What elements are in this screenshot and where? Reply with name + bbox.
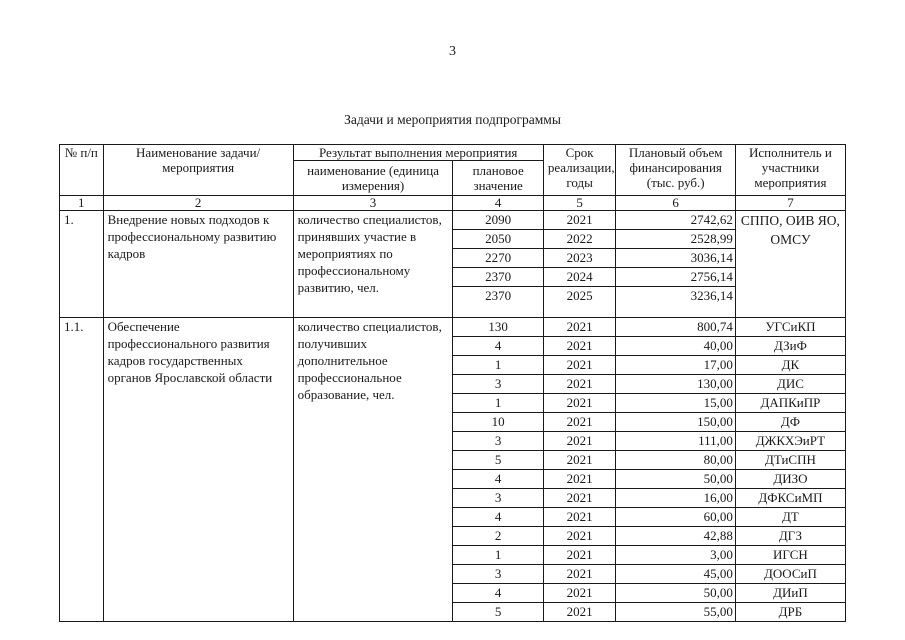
row-executor: ДАПКиПР [735,394,845,413]
year-value: 2021 [543,413,616,432]
plan-value: 2370 [453,287,543,318]
task-number: 1.1. [60,318,104,622]
plan-value: 5 [453,603,543,622]
column-index: 7 [735,196,845,211]
row-executor: ДИС [735,375,845,394]
funding-value: 50,00 [616,584,735,603]
plan-value: 1 [453,546,543,565]
funding-value: 45,00 [616,565,735,584]
task-name: Обеспечение профессионального развития кадров государственных органов Ярославской области [103,318,293,622]
row-executor: ДТ [735,508,845,527]
task-executor: СППО, ОИВ ЯО, ОМСУ [735,211,845,318]
plan-value: 3 [453,489,543,508]
result-name: количество специалистов, получивших дополнительное профессиональное образование, чел. [293,318,453,622]
document-title: Задачи и мероприятия подпрограммы [344,112,561,127]
header-result: Результат выполнения мероприятия [293,145,543,161]
year-value: 2021 [543,584,616,603]
funding-value: 80,00 [616,451,735,470]
plan-value: 130 [453,318,543,337]
header-result-name: наименование (единица измерения) [293,161,453,196]
plan-value: 2 [453,527,543,546]
year-value: 2021 [543,470,616,489]
year-value: 2021 [543,318,616,337]
plan-value: 2090 [453,211,543,230]
row-executor: ДИиП [735,584,845,603]
funding-value: 15,00 [616,394,735,413]
column-index: 3 [293,196,453,211]
row-executor: ДФКСиМП [735,489,845,508]
plan-value: 4 [453,508,543,527]
funding-value: 3036,14 [616,249,735,268]
header-name: Наименование задачи/мероприятия [103,145,293,196]
year-value: 2021 [543,603,616,622]
row-executor: ДФ [735,413,845,432]
plan-value: 5 [453,451,543,470]
row-executor: ДЗиФ [735,337,845,356]
funding-value: 55,00 [616,603,735,622]
header-term: Срок реализации, годы [543,145,616,196]
year-value: 2021 [543,394,616,413]
year-value: 2021 [543,508,616,527]
year-value: 2021 [543,527,616,546]
funding-value: 2756,14 [616,268,735,287]
funding-value: 3,00 [616,546,735,565]
year-value: 2021 [543,337,616,356]
year-value: 2021 [543,546,616,565]
task-number: 1. [60,211,104,318]
row-executor: ДТиСПН [735,451,845,470]
plan-value: 3 [453,375,543,394]
plan-value: 4 [453,470,543,489]
year-value: 2021 [543,565,616,584]
plan-value: 2050 [453,230,543,249]
row-executor: ДИЗО [735,470,845,489]
year-value: 2021 [543,375,616,394]
funding-value: 16,00 [616,489,735,508]
plan-value: 1 [453,394,543,413]
row-executor: ДЖКХЭиРТ [735,432,845,451]
year-value: 2021 [543,211,616,230]
header-row [60,145,846,161]
header-executor: Исполнитель и участники мероприятия [735,145,845,196]
column-index: 6 [616,196,735,211]
year-value: 2023 [543,249,616,268]
plan-value: 2370 [453,268,543,287]
row-executor: ДГЗ [735,527,845,546]
year-value: 2024 [543,268,616,287]
column-index: 1 [60,196,104,211]
funding-value: 17,00 [616,356,735,375]
funding-value: 40,00 [616,337,735,356]
year-value: 2021 [543,356,616,375]
header-funding: Плановый объем финансирования (тыс. руб.) [616,145,735,196]
funding-value: 111,00 [616,432,735,451]
year-value: 2021 [543,432,616,451]
column-index-row [60,196,846,211]
plan-value: 2270 [453,249,543,268]
funding-value: 42,88 [616,527,735,546]
funding-value: 2528,99 [616,230,735,249]
plan-value: 1 [453,356,543,375]
table-row [60,211,846,230]
year-value: 2021 [543,451,616,470]
funding-value: 130,00 [616,375,735,394]
column-index: 4 [453,196,543,211]
plan-value: 10 [453,413,543,432]
column-index: 2 [103,196,293,211]
header-no: № п/п [60,145,104,196]
table-row [60,318,846,337]
row-executor: ДООСиП [735,565,845,584]
column-index: 5 [543,196,616,211]
row-executor: ДК [735,356,845,375]
header-result-plan: плановое значение [453,161,543,196]
tasks-table [59,144,846,622]
row-executor: ИГСН [735,546,845,565]
task-name: Внедрение новых подходов к профессиональному развитию кадров [103,211,293,318]
funding-value: 2742,62 [616,211,735,230]
year-value: 2021 [543,489,616,508]
funding-value: 50,00 [616,470,735,489]
funding-value: 60,00 [616,508,735,527]
row-executor: ДРБ [735,603,845,622]
result-name: количество специалистов, принявших участие в мероприятиях по профессиональному развитию, чел. [293,211,453,318]
plan-value: 3 [453,565,543,584]
funding-value: 150,00 [616,413,735,432]
year-value: 2022 [543,230,616,249]
row-executor: УГСиКП [735,318,845,337]
funding-value: 800,74 [616,318,735,337]
plan-value: 4 [453,584,543,603]
plan-value: 3 [453,432,543,451]
funding-value: 3236,14 [616,287,735,318]
year-value: 2025 [543,287,616,318]
page-number: 3 [449,44,456,59]
plan-value: 4 [453,337,543,356]
